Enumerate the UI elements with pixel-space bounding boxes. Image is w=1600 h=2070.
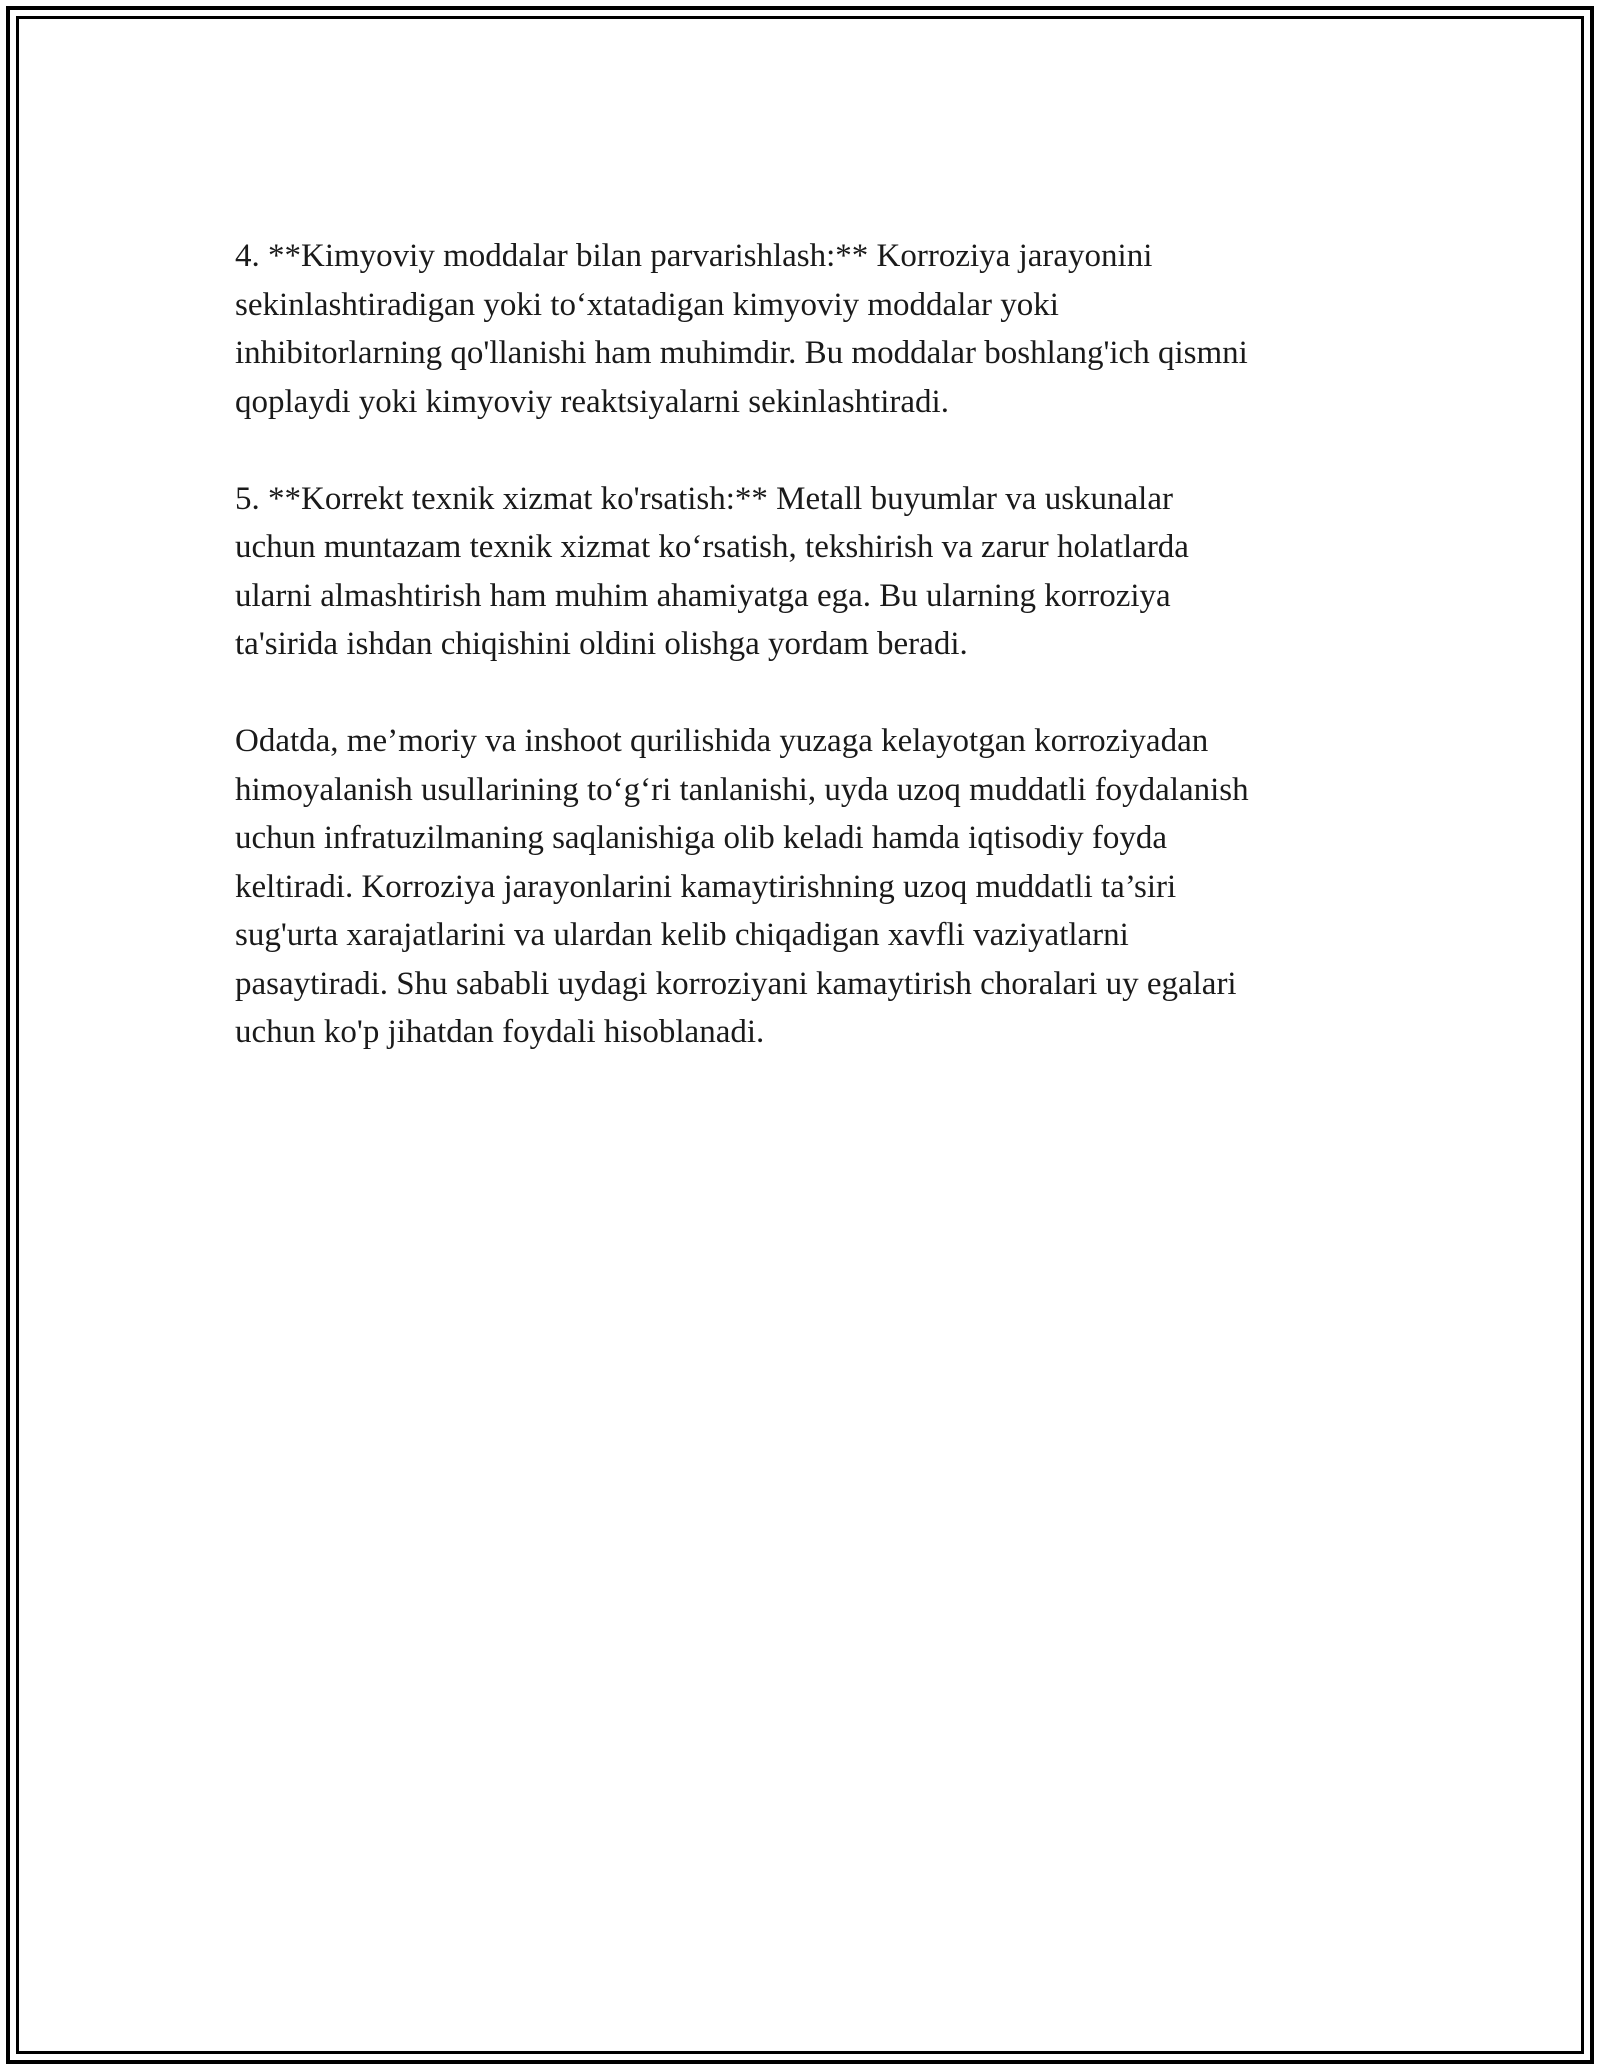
- document-body: [235, 232, 1380, 1105]
- paragraph-chemical-treatment: 4. **Kimyoviy moddalar bilan parvarishlash:** Korroziya jarayonini sekinlashtiradigan yoki to‘xtatadigan kimyoviy moddalar yoki inhibitorlarning qo'llanishi ham muhimdir. Bu moddalar boshlang'ich qismni qoplaydi yoki kimyoviy reaktsiyalarni sekinlashtiradi.: [235, 238, 1248, 420]
- paragraph-conclusion: Odatda, me’moriy va inshoot qurilishida yuzaga kelayotgan korroziyadan himoyalanish usullarining to‘g‘ri tanlanishi, uyda uzoq muddatli foydalanish uchun infratuzilmaning saqlanishiga olib keladi hamda iqtisodiy foyda keltiradi. Korroziya jarayonlarini kamaytirishning uzoq muddatli ta’siri sug'urta xarajatlarini va ulardan kelib chiqadigan xavfli vaziyatlarni pasaytiradi. Shu sababli uydagi korroziyani kamaytirish choralari uy egalari uchun ko'p jihatdan foydali hisoblanadi.: [235, 723, 1249, 1050]
- paragraph-technical-maintenance: 5. **Korrekt texnik xizmat ko'rsatish:** Metall buyumlar va uskunalar uchun muntazam texnik xizmat ko‘rsatish, tekshirish va zarur holatlarda ularni almashtirish ham muhim ahamiyatga ega. Bu ularning korroziya ta'sirida ishdan chiqishini oldini olishga yordam beradi.: [235, 480, 1189, 662]
